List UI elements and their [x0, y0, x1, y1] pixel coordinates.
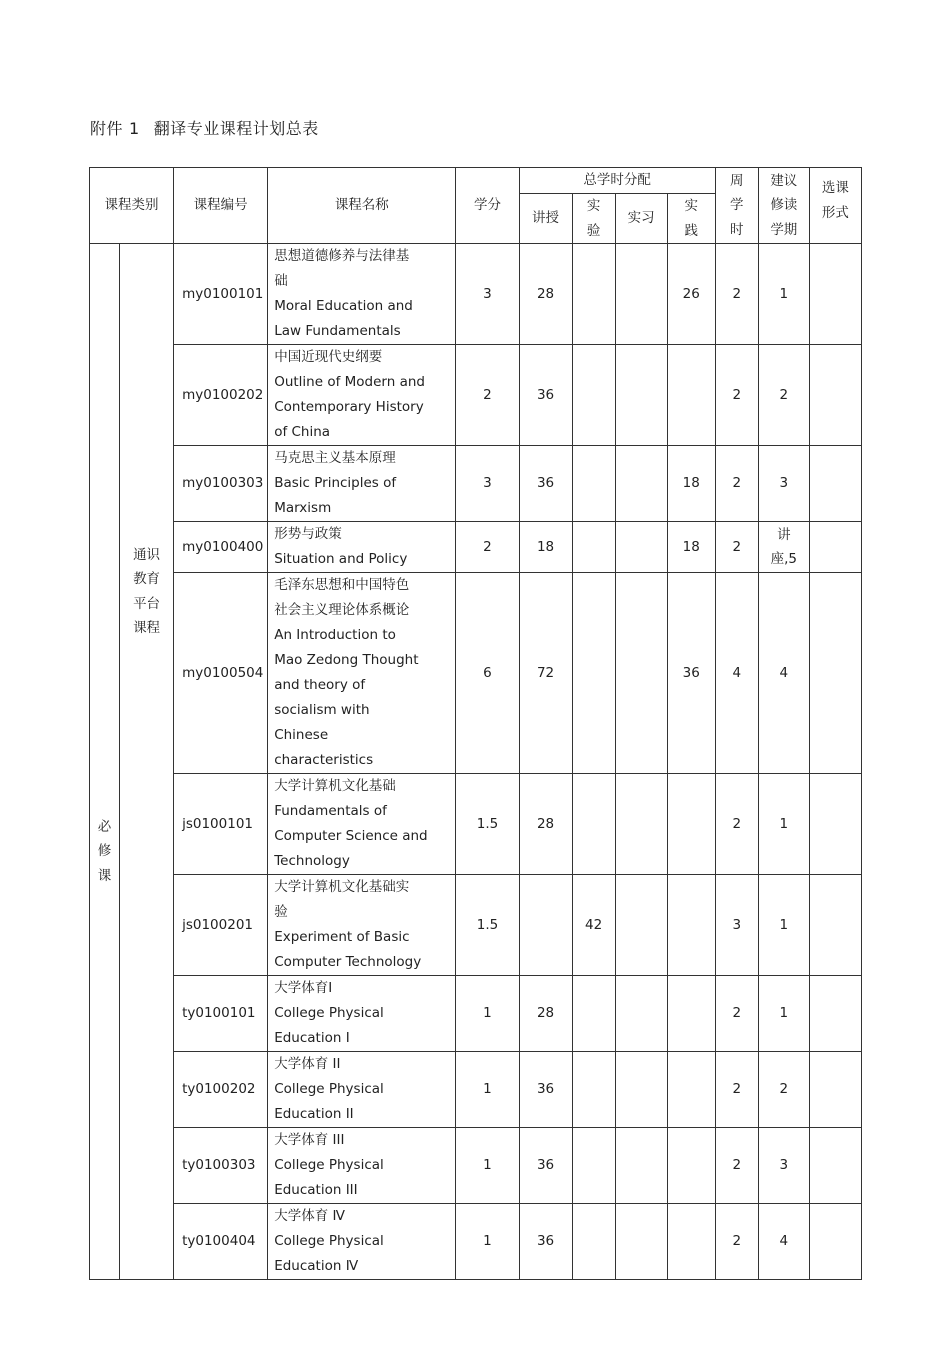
header-row-1	[90, 168, 862, 194]
course-internship	[615, 446, 667, 522]
course-internship	[615, 774, 667, 875]
course-code: my0100504	[174, 573, 268, 774]
course-name	[268, 522, 456, 573]
course-credits: 2	[456, 345, 519, 446]
course-name-line: Education Ⅰ	[274, 1030, 350, 1046]
course-practice	[667, 1052, 715, 1128]
course-name-line: 验	[274, 904, 288, 920]
course-practice	[667, 976, 715, 1052]
course-weekly: 2	[715, 1128, 758, 1204]
course-name	[268, 345, 456, 446]
course-credits: 1	[456, 1052, 519, 1128]
course-lecture: 28	[519, 976, 572, 1052]
course-name-line: 思想道德修养与法律基	[274, 248, 410, 264]
course-internship	[615, 1052, 667, 1128]
course-name-line: College Physical	[274, 1005, 384, 1021]
course-name-line: Marxism	[274, 500, 332, 516]
course-practice	[667, 1204, 715, 1280]
course-name-line: Computer Technology	[274, 954, 422, 970]
course-credits: 3	[456, 446, 519, 522]
course-internship	[615, 1128, 667, 1204]
course-name-line: Technology	[274, 853, 350, 869]
course-internship	[615, 522, 667, 573]
table-row	[90, 573, 862, 774]
course-weekly: 2	[715, 976, 758, 1052]
course-credits: 3	[456, 244, 519, 345]
course-select	[809, 774, 861, 875]
course-select	[809, 875, 861, 976]
course-term-line: 讲	[777, 526, 791, 543]
table-row	[90, 1128, 862, 1204]
course-practice	[667, 345, 715, 446]
course-weekly: 3	[715, 875, 758, 976]
title-text: 翻译专业课程计划总表	[153, 119, 319, 138]
course-code: my0100400	[174, 522, 268, 573]
course-code: js0100101	[174, 774, 268, 875]
course-lecture: 72	[519, 573, 572, 774]
course-code: my0100101	[174, 244, 268, 345]
course-name-line: Education II	[274, 1106, 354, 1122]
course-practice	[667, 1128, 715, 1204]
course-name-line: 大学计算机文化基础	[274, 778, 396, 794]
course-name	[268, 1204, 456, 1280]
category-general-1: 通识	[133, 546, 161, 563]
course-practice: 26	[667, 244, 715, 345]
course-internship	[615, 976, 667, 1052]
table-row	[90, 1052, 862, 1128]
course-lab	[572, 976, 615, 1052]
course-name-line: and theory of	[274, 677, 366, 693]
course-lab	[572, 522, 615, 573]
course-select	[809, 1204, 861, 1280]
course-lab	[572, 573, 615, 774]
course-practice: 36	[667, 573, 715, 774]
course-name-line: Contemporary History	[274, 399, 424, 415]
course-term: 1	[758, 976, 809, 1052]
course-credits: 1.5	[456, 774, 519, 875]
course-name	[268, 446, 456, 522]
category-required-3: 课	[97, 867, 112, 884]
course-name	[268, 573, 456, 774]
course-term: 1	[758, 774, 809, 875]
course-name-line: 大学体育 II	[274, 1056, 341, 1072]
table-row	[90, 446, 862, 522]
header-select-1: 选课	[821, 180, 849, 196]
course-name-line: socialism with	[274, 702, 370, 718]
course-lecture: 36	[519, 345, 572, 446]
course-lab	[572, 244, 615, 345]
course-lab	[572, 1128, 615, 1204]
category-required-1: 必	[97, 818, 112, 835]
course-practice: 18	[667, 446, 715, 522]
header-practice-top: 实	[684, 198, 698, 214]
course-name-line: Fundamentals of	[274, 803, 387, 819]
course-internship	[615, 244, 667, 345]
course-code: ty0100101	[174, 976, 268, 1052]
course-name-line: 毛泽东思想和中国特色	[274, 577, 410, 593]
course-lecture: 28	[519, 774, 572, 875]
title-prefix: 附件	[90, 119, 124, 138]
header-term-3: 学期	[770, 221, 798, 238]
course-name-line: Education Ⅳ	[274, 1258, 359, 1274]
course-name-line: 形势与政策	[274, 526, 342, 542]
course-practice	[667, 774, 715, 875]
course-credits: 2	[456, 522, 519, 573]
course-code: ty0100202	[174, 1052, 268, 1128]
course-name	[268, 244, 456, 345]
header-weekly-3: 时	[730, 221, 744, 238]
course-name-line: Computer Science and	[274, 828, 428, 844]
course-name-line: Situation and Policy	[274, 551, 408, 567]
course-term: 4	[758, 573, 809, 774]
course-code: my0100303	[174, 446, 268, 522]
course-name	[268, 875, 456, 976]
course-name-line: Experiment of Basic	[274, 929, 410, 945]
course-weekly: 2	[715, 774, 758, 875]
page-title	[90, 116, 319, 139]
course-lecture: 36	[519, 1128, 572, 1204]
course-select	[809, 1052, 861, 1128]
course-select	[809, 345, 861, 446]
course-term-line: 座,5	[770, 551, 797, 567]
course-name-line: Chinese	[274, 727, 329, 743]
header-term-1: 建议	[770, 172, 798, 189]
header-hours-dist: 总学时分配	[519, 168, 715, 194]
course-term: 1	[758, 875, 809, 976]
course-select	[809, 244, 861, 345]
course-lecture: 36	[519, 1052, 572, 1128]
header-practice	[667, 194, 715, 244]
course-term: 3	[758, 446, 809, 522]
header-code: 课程编号	[174, 168, 268, 244]
course-credits: 1	[456, 1128, 519, 1204]
course-lab	[572, 446, 615, 522]
course-name-line: 础	[274, 273, 288, 289]
course-code: my0100202	[174, 345, 268, 446]
course-internship	[615, 875, 667, 976]
course-practice: 18	[667, 522, 715, 573]
course-name-line: Moral Education and	[274, 298, 413, 314]
header-select-2: 形式	[821, 204, 849, 221]
table-row	[90, 976, 862, 1052]
course-name-line: 大学计算机文化基础实	[274, 879, 410, 895]
course-name-line: 马克思主义基本原理	[274, 450, 396, 466]
header-practice-bottom: 践	[684, 222, 698, 239]
course-name-line: College Physical	[274, 1081, 384, 1097]
course-credits: 1.5	[456, 875, 519, 976]
header-weekly-1: 周	[730, 172, 744, 189]
table-row	[90, 774, 862, 875]
header-select	[809, 168, 861, 244]
course-weekly: 2	[715, 522, 758, 573]
course-weekly: 2	[715, 1204, 758, 1280]
course-term: 3	[758, 1128, 809, 1204]
course-select	[809, 446, 861, 522]
header-term-2: 修读	[770, 197, 798, 214]
course-name-line: Law Fundamentals	[274, 323, 401, 339]
header-category: 课程类别	[90, 168, 174, 244]
category-general-3: 平台	[133, 595, 161, 612]
course-weekly: 2	[715, 244, 758, 345]
header-weekly	[715, 168, 758, 244]
course-term: 2	[758, 1052, 809, 1128]
course-plan-table	[89, 167, 862, 1280]
course-name-line: Basic Principles of	[274, 475, 397, 491]
course-select	[809, 522, 861, 573]
course-name-line: characteristics	[274, 752, 374, 768]
header-lab-bottom: 验	[586, 222, 601, 239]
course-name-line: 中国近现代史纲要	[274, 349, 383, 365]
category-general	[120, 244, 174, 1280]
course-code: ty0100404	[174, 1204, 268, 1280]
course-term: 2	[758, 345, 809, 446]
course-lab	[572, 774, 615, 875]
course-name	[268, 976, 456, 1052]
course-name-line: Mao Zedong Thought	[274, 652, 419, 668]
table-row	[90, 244, 862, 345]
course-lab	[572, 1052, 615, 1128]
course-credits: 6	[456, 573, 519, 774]
course-lecture: 28	[519, 244, 572, 345]
course-term: 4	[758, 1204, 809, 1280]
course-term	[758, 522, 809, 573]
course-name	[268, 1128, 456, 1204]
table-row	[90, 345, 862, 446]
course-name-line: 大学体育Ⅰ	[274, 980, 333, 996]
category-general-4: 课程	[133, 620, 161, 636]
course-lab: 42	[572, 875, 615, 976]
course-weekly: 2	[715, 345, 758, 446]
course-internship	[615, 345, 667, 446]
course-name-line: Education III	[274, 1182, 358, 1198]
course-name-line: College Physical	[274, 1233, 384, 1249]
course-name-line: College Physical	[274, 1157, 384, 1173]
course-lecture: 36	[519, 446, 572, 522]
course-lab	[572, 1204, 615, 1280]
category-required	[90, 244, 120, 1280]
course-weekly: 2	[715, 446, 758, 522]
header-internship: 实习	[615, 194, 667, 244]
course-name-line: An Introduction to	[274, 627, 396, 643]
header-credits: 学分	[456, 168, 519, 244]
header-lecture: 讲授	[519, 194, 572, 244]
course-name-line: of China	[274, 424, 331, 440]
header-lab	[572, 194, 615, 244]
course-code: ty0100303	[174, 1128, 268, 1204]
title-number: 1	[129, 119, 140, 138]
course-name	[268, 1052, 456, 1128]
course-name	[268, 774, 456, 875]
category-general-2: 教育	[133, 571, 161, 587]
table-row	[90, 522, 862, 573]
course-credits: 1	[456, 1204, 519, 1280]
table-row	[90, 875, 862, 976]
header-name: 课程名称	[268, 168, 456, 244]
course-credits: 1	[456, 976, 519, 1052]
course-name-line: 大学体育 Ⅳ	[274, 1208, 345, 1224]
course-weekly: 4	[715, 573, 758, 774]
course-select	[809, 1128, 861, 1204]
header-weekly-2: 学	[730, 197, 744, 214]
course-lab	[572, 345, 615, 446]
course-select	[809, 976, 861, 1052]
header-term	[758, 168, 809, 244]
course-lecture: 18	[519, 522, 572, 573]
course-internship	[615, 1204, 667, 1280]
course-lecture	[519, 875, 572, 976]
course-name-line: 社会主义理论体系概论	[274, 602, 410, 618]
course-practice	[667, 875, 715, 976]
table-row	[90, 1204, 862, 1280]
category-required-2: 修	[97, 843, 112, 860]
header-lab-top: 实	[586, 198, 601, 214]
course-select	[809, 573, 861, 774]
course-lecture: 36	[519, 1204, 572, 1280]
course-code: js0100201	[174, 875, 268, 976]
course-term: 1	[758, 244, 809, 345]
course-name-line: 大学体育 III	[274, 1132, 345, 1148]
course-weekly: 2	[715, 1052, 758, 1128]
course-internship	[615, 573, 667, 774]
course-name-line: Outline of Modern and	[274, 374, 425, 390]
